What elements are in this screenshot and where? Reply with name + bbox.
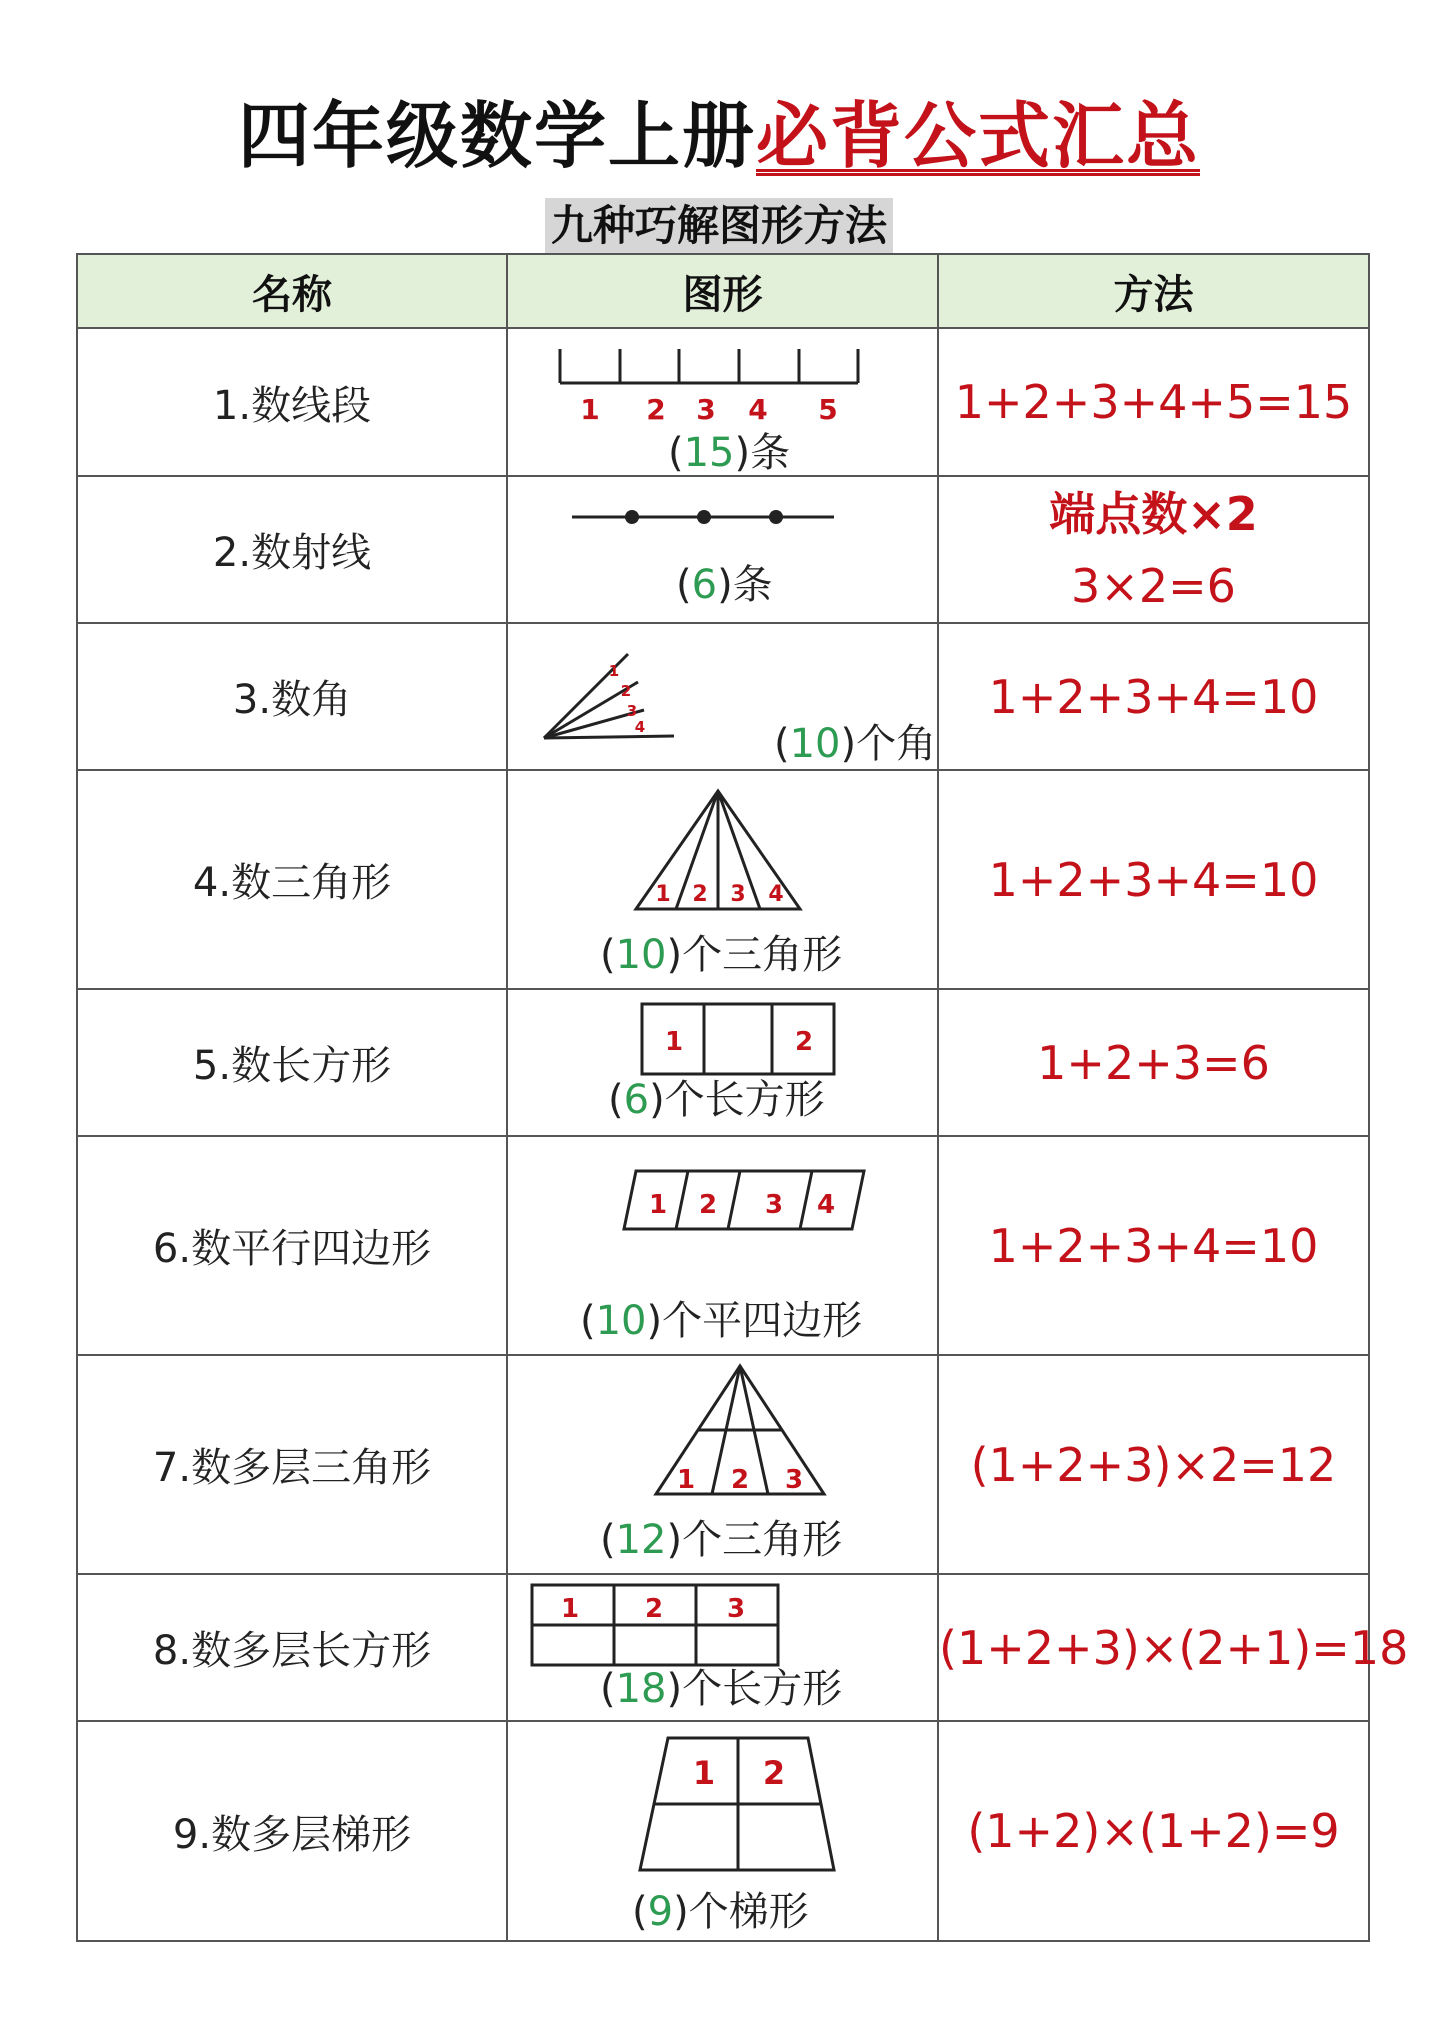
- table-row: [77, 476, 1369, 623]
- answer-unit: 个长方形: [682, 1666, 843, 1712]
- figure-caption: (10)个三角形: [600, 932, 843, 978]
- answer-count: 18: [615, 1666, 667, 1712]
- header-row: [77, 254, 1369, 328]
- segment-label: 5: [818, 393, 838, 426]
- answer-count: 10: [615, 932, 667, 978]
- answer-unit: 条: [732, 562, 773, 608]
- segment-label: 3: [696, 393, 716, 426]
- answer-unit: 个角: [856, 721, 937, 767]
- table-row: [77, 989, 1369, 1136]
- segment-label: 4: [748, 393, 768, 426]
- answer-unit: 个三角形: [682, 932, 843, 978]
- figure-caption: (15)条: [668, 430, 791, 476]
- answer-unit: 个长方形: [664, 1077, 825, 1123]
- row-figure: [507, 1136, 938, 1355]
- formula-line: 端点数×2: [1049, 486, 1258, 541]
- row-formula: 1+2+3=6: [938, 989, 1369, 1136]
- segment-label: 2: [646, 393, 666, 426]
- trapezoid-label: 1: [692, 1754, 716, 1792]
- rectangle-label: 2: [644, 1594, 664, 1624]
- row-name: 6.数平行四边形: [77, 1136, 507, 1355]
- row-figure: [507, 989, 938, 1136]
- angle-label: 4: [634, 718, 646, 736]
- table-row: [77, 770, 1369, 989]
- figure-caption: (12)个三角形: [600, 1517, 843, 1563]
- angle-label: 1: [608, 662, 620, 680]
- row-figure: [507, 1574, 938, 1721]
- answer-count: 15: [683, 430, 735, 476]
- title-part-red: 必背公式汇总: [756, 94, 1201, 178]
- triangle-label: 1: [655, 882, 671, 907]
- row-formula: (1+2+3)×2=12: [938, 1355, 1369, 1574]
- row-formula: (1+2)×(1+2)=9: [938, 1721, 1369, 1941]
- table-row: [77, 1574, 1369, 1721]
- triangle-label: 2: [692, 882, 708, 907]
- triangle-label: 2: [730, 1465, 750, 1495]
- row-name: 7.数多层三角形: [77, 1355, 507, 1574]
- figure-caption: (6)个长方形: [608, 1077, 825, 1123]
- row-formula: (1+2+3)×(2+1)=18: [938, 1574, 1369, 1721]
- answer-count: 6: [623, 1077, 650, 1123]
- answer-unit: 条: [750, 430, 791, 476]
- figure-caption: (18)个长方形: [600, 1666, 843, 1712]
- header-name: 名称: [77, 254, 507, 328]
- answer-count: 9: [647, 1889, 674, 1935]
- figure-caption: (9)个梯形: [632, 1889, 809, 1935]
- angle-label: 3: [626, 702, 638, 720]
- row-figure: [507, 770, 938, 989]
- title-part-black: 四年级数学上册: [237, 94, 756, 178]
- triangle-label: 1: [676, 1465, 696, 1495]
- row-figure: [507, 476, 938, 623]
- row-formula: 1+2+3+4=10: [938, 1136, 1369, 1355]
- parallelogram-label: 4: [816, 1190, 836, 1220]
- row-formula: 1+2+3+4+5=15: [938, 328, 1369, 476]
- table-row: [77, 328, 1369, 476]
- answer-count: 6: [691, 562, 718, 608]
- row-figure: [507, 328, 938, 476]
- subtitle-wrap: [0, 198, 1438, 254]
- parallelogram-label: 2: [698, 1190, 718, 1220]
- rectangle-label: 3: [726, 1594, 746, 1624]
- answer-count: 10: [595, 1298, 647, 1344]
- row-figure: [507, 1721, 938, 1941]
- answer-unit: 个三角形: [682, 1517, 843, 1563]
- subtitle: 九种巧解图形方法: [545, 198, 893, 254]
- page-title: [0, 88, 1438, 184]
- triangle-label: 3: [730, 882, 746, 907]
- row-name: 2.数射线: [77, 476, 507, 623]
- row-figure: [507, 623, 938, 770]
- answer-count: 10: [789, 721, 841, 767]
- header-method: 方法: [938, 254, 1369, 328]
- trapezoid-label: 2: [762, 1754, 786, 1792]
- triangle-label: 4: [768, 882, 784, 907]
- parallelogram-label: 3: [764, 1190, 784, 1220]
- row-formula: 1+2+3+4=10: [938, 623, 1369, 770]
- table-row: [77, 1721, 1369, 1941]
- row-name: 1.数线段: [77, 328, 507, 476]
- row-name: 5.数长方形: [77, 989, 507, 1136]
- row-name: 3.数角: [77, 623, 507, 770]
- row-formula: 1+2+3+4=10: [938, 770, 1369, 989]
- figure-caption: (10)个平四边形: [580, 1298, 863, 1344]
- formula-table: [76, 253, 1409, 1942]
- answer-unit: 个平四边形: [662, 1298, 863, 1344]
- rectangle-label: 1: [560, 1594, 580, 1624]
- angle-label: 2: [620, 682, 632, 700]
- header-figure: 图形: [507, 254, 938, 328]
- parallelogram-label: 1: [648, 1190, 668, 1220]
- answer-unit: 个梯形: [688, 1889, 809, 1935]
- table-row: [77, 1355, 1369, 1574]
- row-formula: [938, 476, 1369, 623]
- table-row: [77, 1136, 1369, 1355]
- figure-caption: (10)个角: [774, 721, 937, 767]
- triangle-label: 3: [784, 1465, 804, 1495]
- formula-line: 3×2=6: [1071, 558, 1236, 613]
- figure-caption: (6)条: [676, 562, 773, 608]
- row-figure: [507, 1355, 938, 1574]
- row-name: 8.数多层长方形: [77, 1574, 507, 1721]
- segment-label: 1: [580, 393, 600, 426]
- row-name: 9.数多层梯形: [77, 1721, 507, 1941]
- rectangle-label: 2: [794, 1027, 814, 1057]
- answer-count: 12: [615, 1517, 667, 1563]
- table-row: [77, 623, 1369, 770]
- rectangle-label: 1: [664, 1027, 684, 1057]
- row-name: 4.数三角形: [77, 770, 507, 989]
